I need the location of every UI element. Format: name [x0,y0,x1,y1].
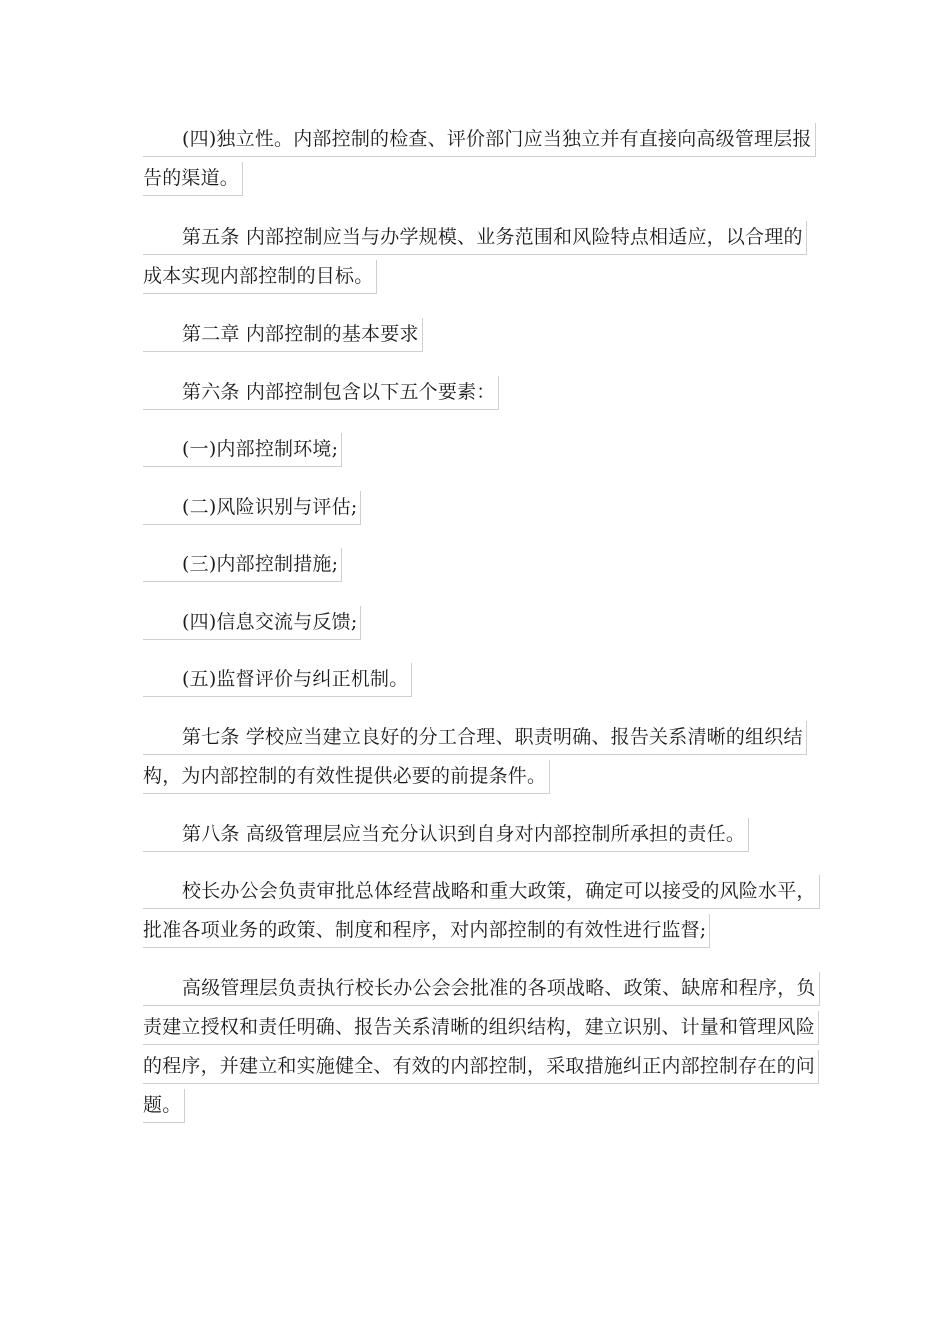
paragraph-line: 责建立授权和责任明确、报告关系清晰的组织结构，建立识别、计量和管理风险 [143,1011,819,1045]
list-item [143,660,412,699]
paragraph-line: 构，为内部控制的有效性提供必要的前提条件。 [143,760,550,794]
paragraph-line: (一)内部控制环境; [143,433,342,467]
paragraph-article-8 [143,815,749,854]
paragraph-principal-office [143,872,820,950]
paragraph-article-7 [143,718,807,796]
paragraph-article-5 [143,218,807,296]
paragraph-line: (五)监督评价与纠正机制。 [143,663,412,697]
paragraph-line: 校长办公会负责审批总体经营战略和重大政策，确定可以接受的风险水平， [143,875,820,909]
paragraph-line: 的程序，并建立和实施健全、有效的内部控制，采取措施纠正内部控制存在的问 [143,1050,819,1084]
list-item [143,430,342,469]
paragraph-line: (二)风险识别与评估; [143,491,361,525]
paragraph-line: 高级管理层负责执行校长办公会会批准的各项战略、政策、缺席和程序，负 [143,972,820,1006]
list-item [143,545,342,584]
paragraph-line: 题。 [143,1089,185,1123]
paragraph-line: (四)独立性。内部控制的检查、评价部门应当独立并有直接向高级管理层报 [143,123,816,157]
paragraph-senior-management [143,969,820,1125]
paragraph-line: (三)内部控制措施; [143,548,342,582]
chapter-heading [143,315,423,354]
paragraph-line: 第五条 内部控制应当与办学规模、业务范围和风险特点相适应，以合理的 [143,221,807,255]
list-item [143,488,361,527]
paragraph-line: 成本实现内部控制的目标。 [143,260,377,294]
paragraph-line: 第八条 高级管理层应当充分认识到自身对内部控制所承担的责任。 [143,818,749,852]
list-item [143,603,361,642]
paragraph-article-6 [143,373,499,412]
paragraph-line: 第六条 内部控制包含以下五个要素： [143,376,499,410]
paragraph-independence [143,120,816,198]
paragraph-line: 批准各项业务的政策、制度和程序，对内部控制的有效性进行监督; [143,914,710,948]
paragraph-line: 告的渠道。 [143,162,243,196]
paragraph-line: 第七条 学校应当建立良好的分工合理、职责明确、报告关系清晰的组织结 [143,721,807,755]
paragraph-line: (四)信息交流与反馈; [143,606,361,640]
paragraph-line: 第二章 内部控制的基本要求 [143,318,423,352]
